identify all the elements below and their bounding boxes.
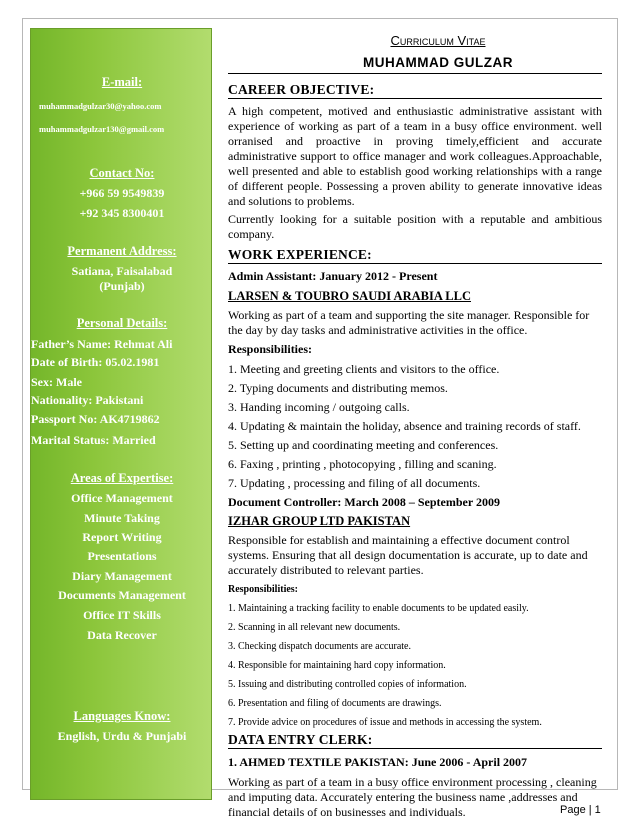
job1-company: LARSEN & TOUBRO SAUDI ARABIA LLC [228, 289, 471, 303]
expertise-item: Office Management [71, 491, 173, 505]
personal-father: Father’s Name: Rehmat Ali [31, 337, 173, 351]
phone-1: +966 59 9549839 [79, 186, 165, 200]
job1-resp-item: 1. Meeting and greeting clients and visitors to the office. [228, 362, 500, 376]
personal-marital: Marital Status: Married [31, 433, 156, 447]
career-para-2: Currently looking for a suitable position with a reputable and ambitious company. [228, 212, 602, 241]
address-heading: Permanent Address: [67, 244, 177, 258]
personal-heading: Personal Details: [76, 316, 168, 330]
languages-heading: Languages Know: [73, 709, 171, 723]
phone-2: +92 345 8300401 [79, 206, 165, 220]
job1-description: Working as part of a team and supporting the site manager. Responsible for the day by day tasks and administrative activities in the office. [228, 308, 590, 337]
page-number: Page | 1 [560, 804, 601, 816]
job2-resp-item: 7. Provide advice on procedures of issue and methods in accessing the system. [228, 717, 542, 728]
contact-heading: Contact No: [89, 166, 155, 180]
main-content [228, 78, 602, 820]
expertise-item: Data Recover [87, 628, 157, 642]
email-1[interactable]: muhammadgulzar30@yahoo.com [39, 101, 162, 111]
job2-resp-item: 4. Responsible for maintaining hard copy information. [228, 660, 446, 671]
candidate-name: MUHAMMAD GULZAR [363, 55, 513, 70]
expertise-item: Presentations [87, 549, 157, 563]
job2-resp-item: 3. Checking dispatch documents are accurate. [228, 641, 411, 652]
job1-resp-item: 5. Setting up and coordinating meeting and conferences. [228, 438, 499, 452]
job2-company: IZHAR GROUP LTD PAKISTAN [228, 514, 411, 528]
email-2[interactable]: muhammadgulzar130@gmail.com [39, 124, 165, 134]
data-entry-job-title: 1. AHMED TEXTILE PAKISTAN: June 2006 - April 2007 [228, 755, 528, 769]
expertise-item: Documents Management [58, 588, 186, 602]
job1-resp-item: 6. Faxing , printing , photocopying , filling and scaning. [228, 457, 497, 471]
address-line-1: Satiana, Faisalabad [71, 264, 173, 278]
job1-resp-item: 3. Handing incoming / outgoing calls. [228, 400, 410, 414]
job2-resp-item: 1. Maintaining a tracking facility to enable documents to be updated easily. [228, 603, 529, 614]
job2-title: Document Controller: March 2008 – September 2009 [228, 495, 500, 509]
expertise-item: Report Writing [82, 530, 162, 544]
languages-list: English, Urdu & Punjabi [57, 729, 187, 743]
expertise-item: Office IT Skills [83, 608, 161, 622]
job2-resp-heading: Responsibilities: [228, 584, 299, 595]
job1-title: Admin Assistant: January 2012 - Present [228, 269, 438, 283]
personal-dob: Date of Birth: 05.02.1981 [31, 355, 160, 369]
address-line-2: (Punjab) [99, 279, 145, 293]
career-heading: CAREER OBJECTIVE: [228, 82, 602, 99]
data-entry-description: Working as part of a team in a busy office environment processing , cleaning and imputing data. Accurately entering the business name ,addresses and financial details of on businesses and individuals. [228, 775, 597, 819]
job2-resp-item: 2. Scanning in all relevant new documents. [228, 622, 401, 633]
job1-resp-heading: Responsibilities: [228, 342, 313, 356]
expertise-item: Diary Management [72, 569, 172, 583]
email-heading: E-mail: [101, 75, 143, 89]
data-entry-heading: DATA ENTRY CLERK: [228, 732, 602, 749]
personal-nationality: Nationality: Pakistani [31, 393, 144, 407]
job2-resp-item: 5. Issuing and distributing controlled copies of information. [228, 679, 467, 690]
work-heading: WORK EXPERIENCE: [228, 247, 602, 264]
expertise-item: Minute Taking [84, 511, 160, 525]
personal-passport: Passport No: AK4719862 [31, 412, 160, 426]
sidebar [30, 28, 212, 800]
job2-description: Responsible for establish and maintaining a effective document control systems. Ensuring that all design documentation is accurate, up to date and accurately distributed to relevant parties. [228, 533, 588, 577]
expertise-heading: Areas of Expertise: [70, 471, 174, 485]
career-para-1: A high competent, motived and enthusiastic administrative assistant with experience of working as part of a team in a busy office environment. well orranised and proactive in proving timely,efficient and accurate administrative support to office manager and work colleagues.Approachable, well presented and able to establish good working relationships with a range of different people. Possessing a proven ability to generate innovative ideas and solutions to problems. [228, 104, 602, 208]
job1-resp-item: 7. Updating , processing and filing of all documents. [228, 476, 481, 490]
name-divider [228, 73, 602, 74]
job2-resp-item: 6. Presentation and filing of documents are drawings. [228, 698, 442, 709]
personal-sex: Sex: Male [31, 375, 82, 389]
job1-resp-item: 4. Updating & maintain the holiday, absence and training records of staff. [228, 419, 581, 433]
job1-resp-item: 2. Typing documents and distributing memos. [228, 381, 448, 395]
cv-title: Curriculum Vitae [390, 33, 486, 48]
